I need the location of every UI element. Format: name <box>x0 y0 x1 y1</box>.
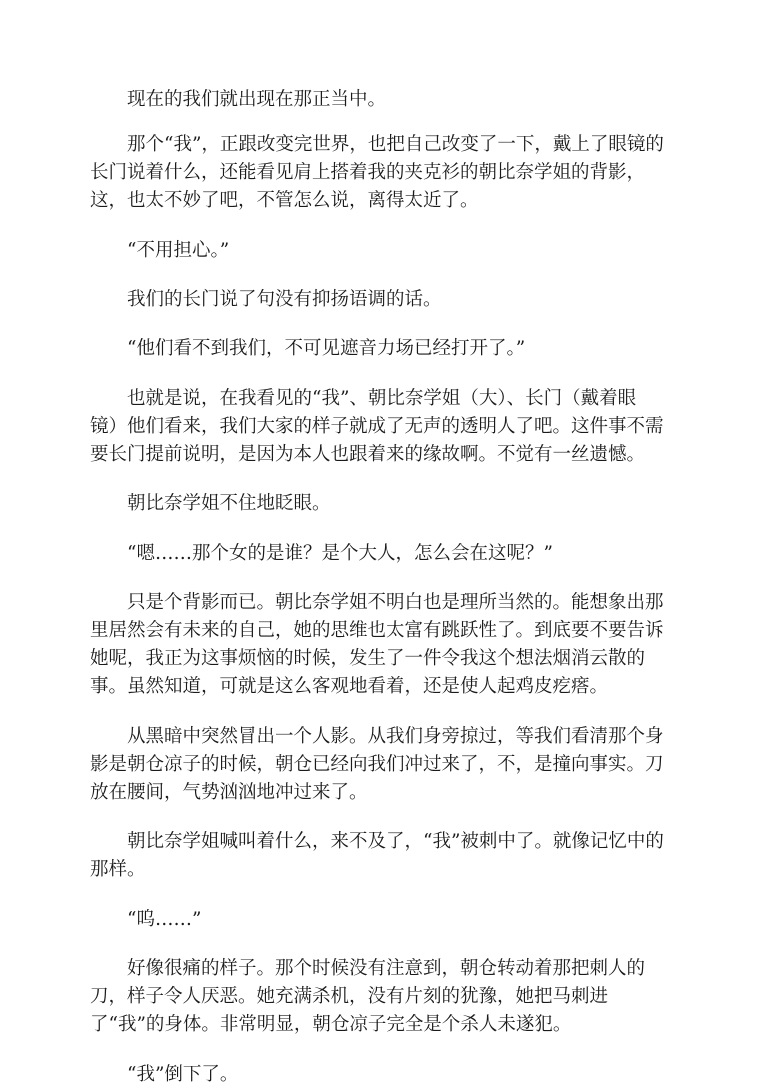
paragraph: 我们的长门说了句没有抑扬语调的话。 <box>127 289 442 310</box>
paragraph: 从黑暗中突然冒出一个人影。从我们身旁掠过，等我们看清那个身 影是朝仓凉子的时候，朝仓已经向我们冲过来了，不，是撞向事实。刀 放在腰间，气势汹汹地冲过来了。 <box>90 726 664 803</box>
paragraph: 只是个背影而已。朝比奈学姐不明白也是理所当然的。能想象出那 里居然会有未来的自己，她的思维也太富有跳跃性了。到底要不要告诉 她呢，我正为这事烦恼的时候，发生了一件令我这个想法烟消云散的 事。虽然知道，可就是这么客观地看着，还是使人起鸡皮疙瘩。 <box>90 592 664 697</box>
paragraph: 好像很痛的样子。那个时候没有注意到，朝仓转动着那把刺人的 刀，样子令人厌恶。她充满杀机，没有片刻的犹豫，她把马刺进 了“我”的身体。非常明显，朝仓凉子完全是个杀人未遂犯。 <box>90 958 646 1035</box>
paragraph: “呜……” <box>127 909 202 930</box>
paragraph: “他们看不到我们，不可见遮音力场已经打开了。” <box>127 338 526 359</box>
paragraph: 朝比奈学姐喊叫着什么，来不及了，“我”被刺中了。就像记忆中的 那样。 <box>90 831 664 880</box>
paragraph: “我”倒下了。 <box>127 1064 239 1085</box>
paragraph: “嗯……那个女的是谁？是个大人，怎么会在这呢？” <box>127 543 553 564</box>
paragraph: “不用担心。” <box>127 240 230 261</box>
paragraph: 也就是说，在我看见的“我”、朝比奈学姐（大）、长门（戴着眼 镜）他们看来，我们大家的样子就成了无声的透明人了吧。这件事不需 要长门提前说明，是因为本人也跟着来的缘故啊。不觉有一丝遗憾。 <box>90 388 664 465</box>
paragraph: 那个“我”，正跟改变完世界，也把自己改变了一下，戴上了眼镜的 长门说着什么，还能看见肩上搭着我的夹克衫的朝比奈学姐的背影， 这，也太不妙了吧，不管怎么说，离得太近了。 <box>90 134 664 211</box>
paragraph: 现在的我们就出现在那正当中。 <box>127 89 387 110</box>
document-page <box>90 86 690 1089</box>
paragraph: 朝比奈学姐不住地眨眼。 <box>127 493 331 514</box>
